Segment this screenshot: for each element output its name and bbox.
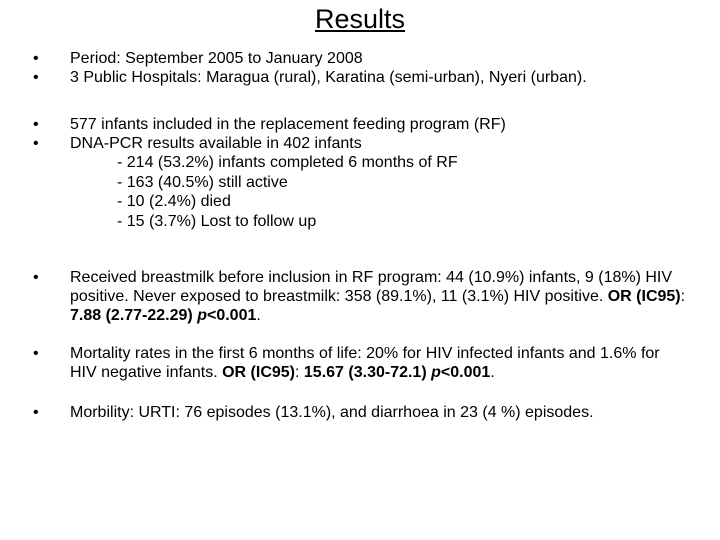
morbidity-text: Morbility: URTI: 76 episodes (13.1%), and diarrhoea in 23 (4 %) episodes. [70,404,594,421]
bullet-mortality [0,344,720,382]
infants-group [0,115,720,231]
period-text: Period: September 2005 to January 2008 [70,50,363,67]
or-value: 15.67 (3.30-72.1) [303,364,427,381]
bullet-morbidity [0,403,720,422]
outcome-lost: - 15 (3.7%) Lost to follow up [117,212,317,230]
or-label: OR (IC95) [607,288,681,305]
bullet-marker: • [33,69,39,86]
p-label: p [197,307,207,324]
bullet-hospitals [0,68,720,87]
bullet-marker: • [33,116,39,133]
p-label: p [431,364,441,381]
study-info-group [0,49,720,87]
bullet-marker: • [33,269,39,286]
morbidity-group [0,403,720,422]
mortality-group [0,344,720,382]
bullet-dna-pcr [0,134,720,153]
bullet-marker: • [33,135,39,152]
dna-pcr-text: DNA-PCR results available in 402 infants [70,135,362,152]
outcome-completed: - 214 (53.2%) infants completed 6 months of RF [117,154,458,171]
breastmilk-group [0,268,720,325]
hospitals-text: 3 Public Hospitals: Maragua (rural), Karatina (semi-urban), Nyeri (urban). [70,69,587,86]
outcome-active: - 163 (40.5%) still active [117,173,288,191]
bullet-marker: • [33,404,39,421]
bullet-breastmilk [0,268,720,325]
mortality-text: Mortality rates in the first 6 months of life: 20% for HIV infected infants and 1.6% for HIV negative infants. OR (IC95): 15.67 (3.30-72.1) p<0.001. [70,345,660,381]
or-label: OR (IC95) [222,364,295,381]
infants-included-text: 577 infants included in the replacement feeding program (RF) [70,116,506,133]
p-value: <0.001 [206,307,257,324]
or-value: 7.88 (2.77-22.29) [70,307,193,324]
bullet-period [0,49,720,68]
bullet-marker: • [33,345,39,362]
outcome-died: - 10 (2.4%) died [117,193,231,210]
breastmilk-text: Received breastmilk before inclusion in RF program: 44 (10.9%) infants, 9 (18%) HIV positive. Never exposed to breastmilk: 358 (89.1%), 11 (3.1%) HIV positive. OR (IC95): 7.88 (2.77-22.29) p<0.001. [70,269,686,324]
slide-title: Results [314,4,406,34]
p-value: <0.001 [440,364,491,381]
bullet-infants-included [0,115,720,134]
bullet-marker: • [33,50,39,67]
